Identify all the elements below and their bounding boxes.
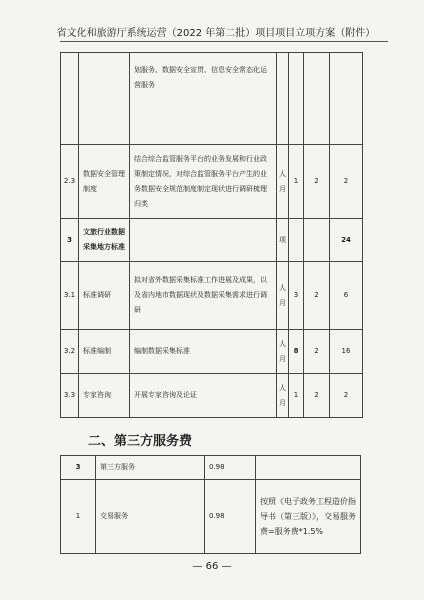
- cell-no: 3: [61, 219, 79, 262]
- cell-desc: 结合综合监管服务平台的业务发展和行业政策制定情况，对综合监管服务平台产生的业务数据安全规范制度制定现状进行调研梳理归类: [130, 145, 277, 219]
- table-row: [61, 456, 361, 480]
- cell-no: 3.3: [61, 374, 79, 418]
- cell-desc: 编制数据采集标准: [130, 330, 277, 374]
- cell-name: 交易服务: [96, 480, 205, 554]
- section-heading: 二、第三方服务费: [88, 434, 193, 449]
- cell-name: 标准编制: [79, 330, 130, 374]
- cell-price: 0.98: [205, 456, 256, 480]
- cell-no: 2.3: [61, 145, 79, 219]
- cell-months: 2: [304, 330, 330, 374]
- cell-desc: 拟对省外数据采集标准工作进展及成果，以及省内地市数据现状及数据采集需求进行调研: [130, 262, 277, 330]
- cell-unit: 人月: [277, 374, 289, 418]
- cell-note: 按照《电子政务工程造价指导书（第三版）》，交易服务费=服务费*1.5%: [256, 480, 361, 554]
- cell-total: 2: [330, 374, 363, 418]
- header-rule: [60, 41, 388, 42]
- cell-unit: 人月: [277, 145, 289, 219]
- cell-total: 6: [330, 262, 363, 330]
- cell-name: 文旅行业数据采集地方标准: [79, 219, 130, 262]
- page-number: — 66 —: [192, 561, 232, 572]
- cell-qty: [289, 219, 304, 262]
- cell-qty: 8: [289, 330, 304, 374]
- cell-qty: [289, 53, 304, 145]
- cell-no: 3.2: [61, 330, 79, 374]
- cell-desc: 开展专家咨询及论证: [130, 374, 277, 418]
- table-row: [61, 374, 363, 418]
- cell-desc: 划服务、数据安全宣贯、信息安全常态化运营服务: [130, 53, 277, 145]
- page-header: 省文化和旅游厅系统运营（2022 年第二批）项目项目立项方案（附件）: [56, 28, 376, 39]
- cell-price: 0.98: [205, 480, 256, 554]
- cell-unit: 人月: [277, 330, 289, 374]
- table-row: [61, 480, 361, 554]
- cell-name: 专家咨询: [79, 374, 130, 418]
- cell-no: [61, 53, 79, 145]
- cell-total: 16: [330, 330, 363, 374]
- cell-months: 2: [304, 145, 330, 219]
- cell-qty: 3: [289, 262, 304, 330]
- cell-no: 3.1: [61, 262, 79, 330]
- cell-months: [304, 53, 330, 145]
- cell-no: 1: [61, 480, 96, 554]
- cell-total: [330, 53, 363, 145]
- cell-name: 第三方服务: [96, 456, 205, 480]
- third-party-fee-table: [60, 455, 361, 554]
- workload-table: [60, 52, 363, 418]
- cell-unit: 人月: [277, 262, 289, 330]
- cell-desc: [130, 219, 277, 262]
- table-row: [61, 262, 363, 330]
- table-row: [61, 145, 363, 219]
- table-row: [61, 330, 363, 374]
- cell-qty: 1: [289, 374, 304, 418]
- cell-total: 2: [330, 145, 363, 219]
- cell-total: 24: [330, 219, 363, 262]
- cell-months: 2: [304, 262, 330, 330]
- cell-unit: 项: [277, 219, 289, 262]
- cell-no: 3: [61, 456, 96, 480]
- cell-name: 数据安全管理制度: [79, 145, 130, 219]
- cell-name: [79, 53, 130, 145]
- table-row: [61, 219, 363, 262]
- cell-note: [256, 456, 361, 480]
- cell-months: 2: [304, 374, 330, 418]
- cell-qty: 1: [289, 145, 304, 219]
- cell-months: [304, 219, 330, 262]
- table-row: [61, 53, 363, 145]
- cell-name: 标准调研: [79, 262, 130, 330]
- cell-unit: [277, 53, 289, 145]
